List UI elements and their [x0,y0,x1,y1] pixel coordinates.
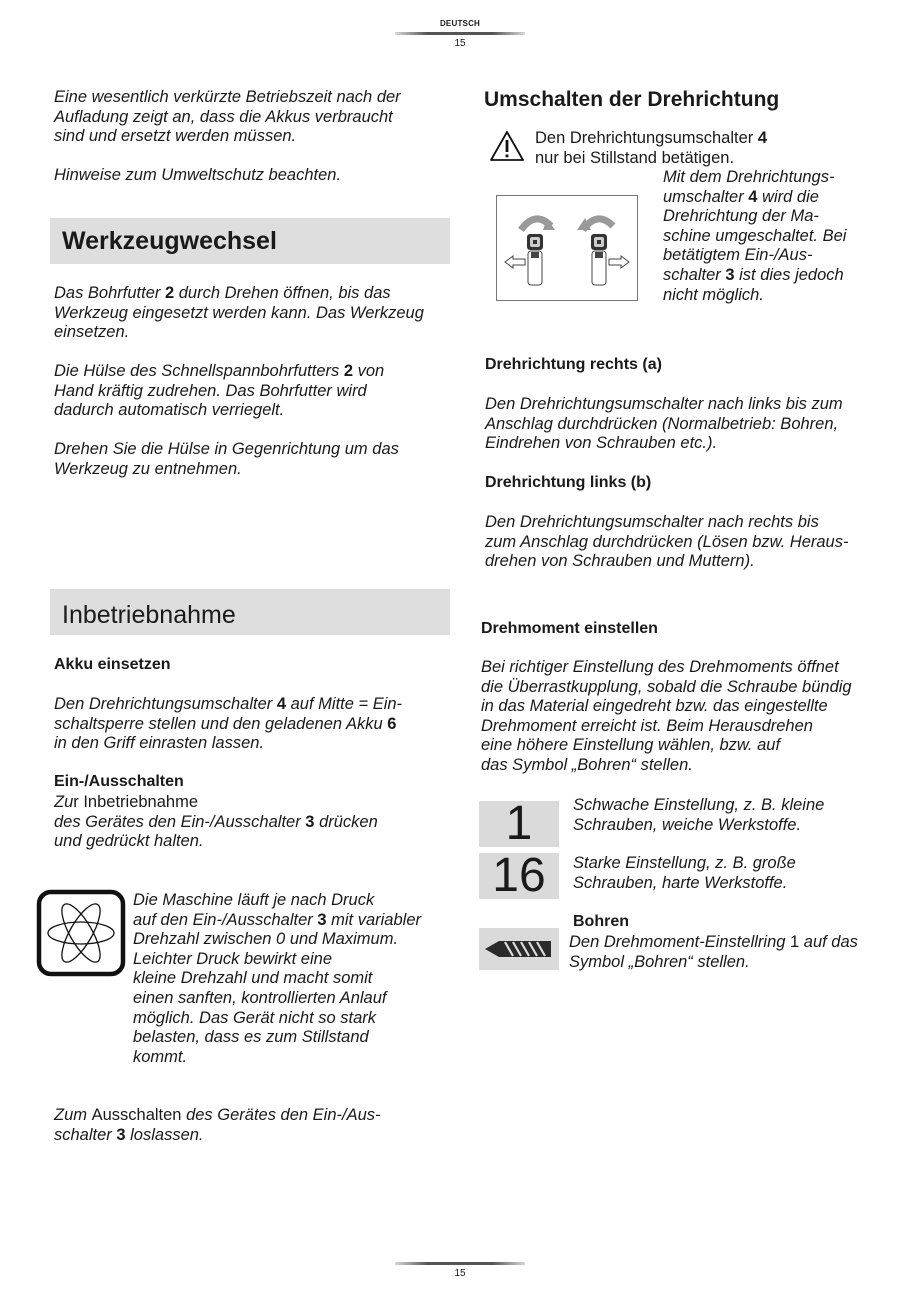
text-line: Zur Inbetriebnahme [54,793,199,811]
text-line: Anschlag durchdrücken (Normalbetrieb: Bohren, [485,414,839,433]
text-line: Schwache Einstellung, z. B. kleine [573,796,825,814]
text-line: in den Griff einrasten lassen. [54,734,265,753]
header-page-number: 15 [454,38,466,49]
text-line: sind und ersetzt werden müssen. [54,127,297,146]
section-heading-inbetriebnahme [50,589,450,635]
text-line: nicht möglich. [663,285,764,304]
text-line: des Gerätes den Ein-/Ausschalter 3 drücken [54,812,378,831]
drehmoment-heading: Drehmoment einstellen [481,620,658,637]
text-line: drehen von Schrauben und Muttern). [485,552,755,571]
environment-note: Hinweise zum Umweltschutz beachten. [54,166,342,184]
text-line: Starke Einstellung, z. B. große [573,854,796,872]
warning-text [535,129,767,168]
variable-speed-icon [35,888,127,978]
text-line: Bei richtiger Einstellung des Drehmoments öffnet [481,658,839,676]
maschine-paragraph [133,891,421,1067]
drehrichtung-rechts-paragraph [485,395,843,454]
text-line: schalter 3 loslassen. [54,1125,204,1144]
text-line: Schrauben, weiche Werkstoffe. [573,815,802,834]
ein-ausschalten-heading: Ein-/Ausschalten [54,773,184,790]
text-line: schine umgeschaltet. Bei [663,226,847,245]
text-line: Drehen Sie die Hülse in Gegenrichtung um das [54,440,399,458]
text-line: eine höhere Einstellung wählen, bzw. auf [481,736,781,755]
torque-setting-1-badge: 1 [479,801,559,847]
right-drill-image [577,218,629,285]
umschalten-paragraph [663,168,846,305]
text-line: dadurch automatisch verriegelt. [54,401,285,420]
drehmoment-paragraph [481,658,852,776]
torque-setting-1-text [573,796,824,835]
text-line: Schrauben, harte Werkstoffe. [573,873,788,892]
text-line: einen sanften, kontrollierten Anlauf [133,988,387,1007]
ausschalten-paragraph [54,1106,381,1145]
text-line: Den Drehrichtungsumschalter nach links bis zum [485,395,843,413]
heading-text: Werkzeugwechsel [62,227,277,255]
direction-switch-illustration [496,195,638,301]
drehrichtung-links-heading: Drehrichtung links (b) [485,474,652,491]
drehrichtung-rechts-heading: Drehrichtung rechts (a) [485,356,662,373]
akku-heading: Akku einsetzen [54,656,171,673]
text-line: zum Anschlag durchdrücken (Lösen bzw. Heraus- [485,532,849,551]
text-line: Symbol „Bohren“ stellen. [569,952,750,971]
text-line: möglich. Das Gerät nicht so stark [133,1008,377,1027]
torque-setting-16-badge: 16 [479,853,559,899]
text-line: Werkzeug eingesetzt werden kann. Das Werkzeug [54,303,424,322]
text-line: Mit dem Drehrichtungs- [663,168,835,186]
text-line: einsetzen. [54,323,130,342]
text-line: Den Drehrichtungsumschalter 4 auf Mitte = Ein- [54,695,403,713]
text-line: Den Drehmoment-Einstellring 1 auf das [569,933,858,951]
text-line: Aufladung zeigt an, dass die Akkus verbraucht [54,107,393,126]
footer-rule [395,1262,525,1265]
text-line: Eindrehen von Schrauben etc.). [485,434,718,453]
text-line: in das Material eingedreht bzw. das eingestellte [481,697,828,716]
text-line: Hand kräftig zudrehen. Das Bohrfutter wird [54,381,367,400]
text-line: nur bei Stillstand betätigen. [535,148,735,167]
text-line: Den Drehrichtungsumschalter 4 [535,129,768,147]
text-line: Drehzahl zwischen 0 und Maximum. [133,930,399,949]
werkzeug-paragraph-1 [54,284,424,343]
text-line: schalter 3 ist dies jedoch [663,265,844,284]
text-line: Die Maschine läuft je nach Druck [133,891,375,909]
text-line: Drehrichtung der Ma- [663,207,819,226]
text-line: schaltsperre stellen und den geladenen Akku 6 [54,714,397,733]
text-line: kommt. [133,1047,188,1066]
text-line: Werkzeug zu entnehmen. [54,459,242,478]
umschalten-heading: Umschalten der Drehrichtung [484,88,780,111]
text-line: die Überrastkupplung, sobald die Schraube bündig [481,677,852,696]
text-line: Die Hülse des Schnellspannbohrfutters 2 von [54,362,385,380]
left-drill-image [505,218,555,285]
bohren-heading: Bohren [573,913,629,930]
section-heading-werkzeugwechsel [50,218,450,264]
text-line: das Symbol „Bohren“ stellen. [481,755,693,774]
ein-ausschalten-paragraph [54,793,378,852]
text-line: Zum Ausschalten des Gerätes den Ein-/Aus- [54,1106,381,1124]
footer-page-number: 15 [454,1268,466,1279]
bohren-paragraph [569,933,858,972]
heading-text: Inbetriebnahme [62,601,236,629]
header-language: DEUTSCH [439,19,481,28]
torque-setting-16-text [573,854,796,893]
text-line: kleine Drehzahl und macht somit [133,969,373,988]
text-line: Drehmoment erreicht ist. Beim Herausdrehen [481,716,813,735]
text-line: auf den Ein-/Ausschalter 3 mit variabler [133,910,421,929]
werkzeug-paragraph-3 [54,440,399,479]
warning-icon [489,129,525,163]
text-line: Das Bohrfutter 2 durch Drehen öffnen, bis das [54,284,391,302]
text-line: und gedrückt halten. [54,832,204,851]
drehrichtung-links-paragraph [485,513,848,572]
header-rule [395,32,525,35]
werkzeug-paragraph-2 [54,362,384,421]
text-line: Leichter Druck bewirkt eine [133,949,332,968]
text-line: Eine wesentlich verkürzte Betriebszeit nach der [54,88,401,106]
text-line: umschalter 4 wird die [663,187,819,206]
text-line: betätigtem Ein-/Aus- [663,246,813,265]
akku-paragraph [54,695,402,754]
intro-paragraph [54,88,401,147]
drill-symbol-icon [479,928,559,970]
text-line: Den Drehrichtungsumschalter nach rechts bis [485,513,819,531]
text-line: belasten, dass es zum Stillstand [133,1028,369,1047]
